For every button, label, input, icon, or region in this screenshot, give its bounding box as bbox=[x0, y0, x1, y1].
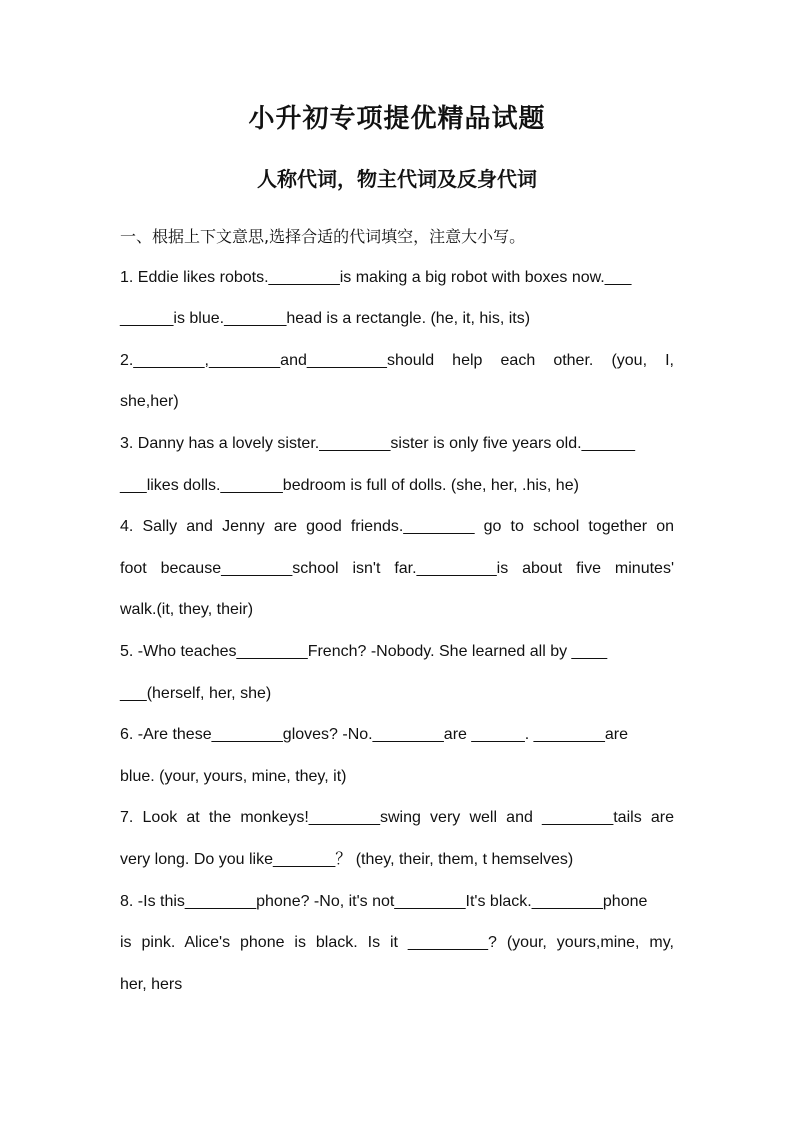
question-line: 7. Look at the monkeys!________swing very well and ________tails are bbox=[120, 809, 674, 826]
question-line: 4. Sally and Jenny are good friends.________ go to school together on bbox=[120, 518, 674, 535]
question-line: 6. -Are these________gloves? -No.________are ______. ________are bbox=[120, 726, 628, 743]
question-line: is pink. Alice's phone is black. Is it _________? (your, yours,mine, my, bbox=[120, 934, 674, 951]
question-line: 5. -Who teaches________French? -Nobody. She learned all by ____ bbox=[120, 643, 608, 660]
question-line: foot because________school isn't far._________is about five minutes' bbox=[120, 560, 674, 577]
question-line: walk.(it, they, their) bbox=[120, 601, 254, 618]
question-line: very long. Do you like_______？ (they, their, them, t hemselves) bbox=[120, 851, 574, 868]
question-line: she,her) bbox=[120, 393, 179, 410]
question-line: 2.________,________and_________should help each other. (you, I, bbox=[120, 352, 674, 369]
question-line: ______is blue._______head is a rectangle. (he, it, his, its) bbox=[120, 310, 531, 327]
question-line: her, hers bbox=[120, 976, 183, 993]
question-line: 1. Eddie likes robots.________is making a big robot with boxes now.___ bbox=[120, 269, 632, 286]
question-line: ___likes dolls._______bedroom is full of dolls. (she, her, .his, he) bbox=[120, 477, 579, 494]
section-instruction: 一、根据上下文意思,选择合适的代词填空，注意大小写。 bbox=[120, 227, 526, 246]
question-line: blue. (your, yours, mine, they, it) bbox=[120, 768, 347, 785]
question-line: ___(herself, her, she) bbox=[120, 685, 272, 702]
page-title: 小升初专项提优精品试题 bbox=[248, 104, 546, 134]
question-line: 8. -Is this________phone? -No, it's not________It's black.________phone bbox=[120, 893, 648, 910]
page-subtitle: 人称代词，物主代词及反身代词 bbox=[257, 167, 537, 191]
question-line: 3. Danny has a lovely sister.________sister is only five years old.______ bbox=[120, 435, 635, 452]
